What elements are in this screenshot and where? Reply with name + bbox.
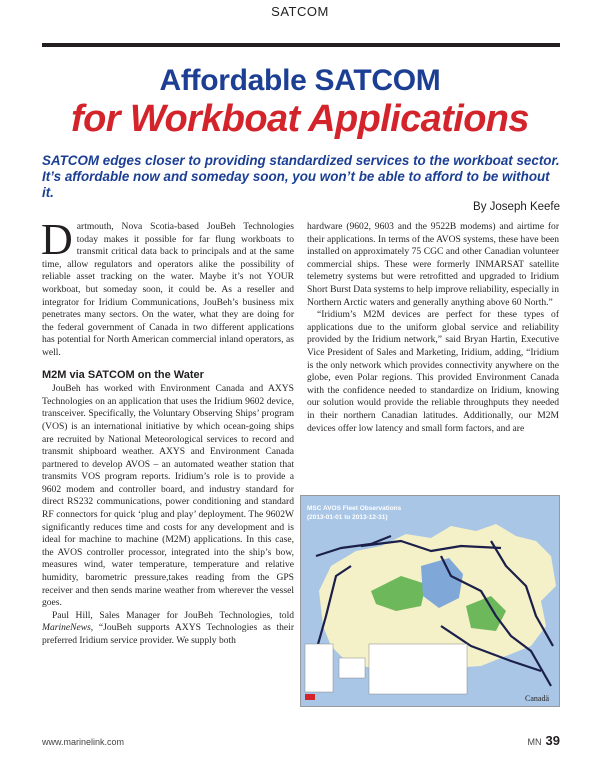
map-graphic [301, 496, 559, 706]
fleet-observations-map [300, 495, 560, 707]
right-paragraph-2: “Iridium’s M2M devices are perfect for these types of applications due to the uniform global service and reliability provided by the Iridium network,” said Bryan Hartin, Executive Vice President of Sales and Marketing, Iridium, adding, “Iridium is the only network which provides connectivity anywhere on the globe, even Polar regions. This provided Environment Canada with the confidence needed to standardize on Iridium, knowing our solution would provide the reliable throughputs they needed in their northern Canadian latitudes. Additionally, our M2M devices offer low latency and small form factors, and are [307, 309, 559, 434]
right-paragraph-1: hardware (9602, 9603 and the 9522B modems) and airtime for their applications. In terms of the AVOS systems, these have been installed on approximately 75 CGC and other Canadian volunteer commercial ships. These were formerly INMARSAT satellite telemetry systems but were retrofitted and upgraded to Iridium Short Burst Data systems to help improve reliability, especially in Northern Arctic waters and generally anything above 60 North.” [307, 221, 559, 308]
footer-url: www.marinelink.com [42, 737, 125, 747]
subhead: M2M via SATCOM on the Water [42, 368, 204, 381]
map-subtitle: (2013-01-01 to 2013-12-31) [307, 514, 388, 521]
deck-text: SATCOM edges closer to providing standardized services to the workboat sector. It’s affordable now and someday soon, you won’t be able to afford to be without it. [42, 153, 560, 200]
article-column-left [41, 215, 294, 648]
drop-cap: D [41, 215, 73, 264]
intro-text: artmouth, Nova Scotia-based JouBeh Technologies today makes it possible for far flung workboats to transmit critical data back to principals and at the same time, allow regulators and operators alike the possibility of reliable asset tracking on the water. Maybe it’s not YOUR workboat, but someday soon, it could be. As a reseller and integrator for Iridium Communications, JouBeh’s business mix penetrates many sectors. On the water, what they are doing for the federal government of Canada in two different applications has potential for North American commercial inland operators, as well. [42, 221, 294, 358]
canada-flag-icon [305, 694, 315, 700]
page-number: 39 [545, 733, 560, 748]
article-column-right [307, 221, 559, 435]
headline-line-2: for Workboat Applications [71, 98, 529, 140]
headline-line-1: Affordable SATCOM [159, 64, 441, 97]
byline: By Joseph Keefe [473, 201, 560, 213]
footer-page [528, 733, 560, 748]
paragraph-3-end: , “JouBeh supports AXYS Technologies as their preferred Iridium service provider. We supply both [42, 622, 294, 646]
paragraph-2: JouBeh has worked with Environment Canada and AXYS Technologies on an application that uses the Iridium 9602 device, transceiver. Specifically, the Voluntary Observing Ships’ program (VOS) is an international initiative by which ocean-going ships are recruited by National Meteorological services to record and transmit shipboard weather. AXYS and Environment Canada partnered to develop AVOS – an automated weather station that transmits VOS program reports. Iridium’s role is to provide a 9602 modem and controller board, and industry standard for direct RS232 communications, power conditioning and standard RF connectors for quick ‘plug and play’ deployment. The 9602W significantly reduces time and costs for any development and is ideal for machine to machine (M2M) applications. In this case, the AVOS controller processor, integrated into the ship’s bow, measures wind, water temperature, temperature and relative humidity, barometric pressure,takes reading from the GPS receiver and then sends marine weather from wherever the vessel goes. [42, 383, 294, 609]
header-rule [42, 43, 560, 47]
publication-name: MarineNews [42, 622, 91, 634]
map-legend [305, 644, 333, 692]
paragraph-3 [42, 610, 294, 648]
canada-wordmark: Canadä [525, 694, 549, 703]
intro-paragraph [41, 215, 294, 360]
section-label: SATCOM [271, 4, 329, 19]
paragraph-3-start: Paul Hill, Sales Manager for JouBeh Technologies, told [52, 609, 294, 621]
inset-chart [369, 644, 467, 694]
map-title: MSC AVOS Fleet Observations [307, 505, 402, 512]
inset-table [339, 658, 365, 678]
magazine-code: MN [527, 737, 542, 747]
